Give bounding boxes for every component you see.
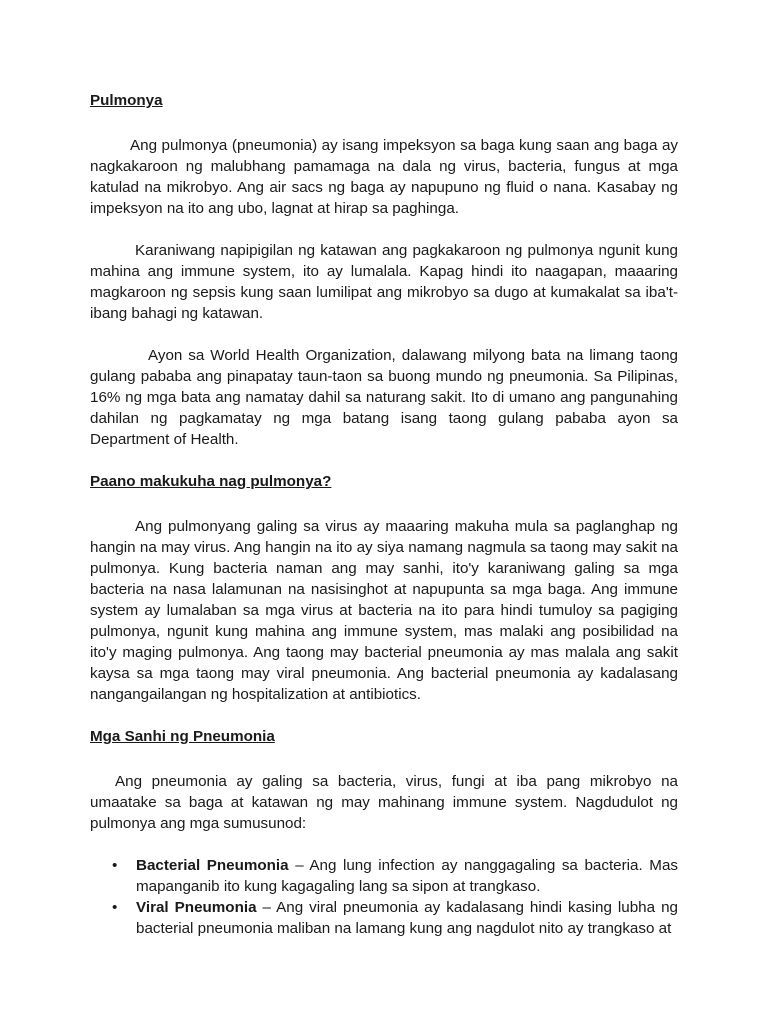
bullet-icon: • <box>112 857 118 874</box>
paragraph-sanhi-intro: Ang pneumonia ay galing sa bacteria, virus, fungi at iba pang mikrobyo na umaatake sa baga at katawan ng may mahinang immune system. Nagdudulot ng pulmonya ang mga sumusunod: <box>90 773 678 832</box>
bullet-icon: • <box>112 899 118 916</box>
cause-description: – Ang viral pneumonia ay kadalasang hindi kasing lubha ng bacterial pneumonia maliban na lamang kung ang nagdulot nito ay trangkaso at <box>136 899 678 937</box>
list-item <box>90 855 678 897</box>
section-heading-pulmonya: Pulmonya <box>90 92 163 109</box>
section-heading-paano: Paano makukuha nag pulmonya? <box>90 473 332 490</box>
list-item <box>90 897 678 939</box>
cause-term: Viral Pneumonia <box>136 899 257 916</box>
paragraph-pulmonya-immune: Karaniwang napipigilan ng katawan ang pagkakaroon ng pulmonya ngunit kung mahina ang immune system, ito ay lumalala. Kapag hindi ito naagapan, maaaring magkaroon ng sepsis kung saan lumilipat ang mikrobyo sa dugo at kumakalat sa iba't-ibang bahagi ng katawan. <box>90 242 678 322</box>
cause-description: – Ang lung infection ay nanggagaling sa bacteria. Mas mapanganib ito kung kagagaling lang sa sipon at trangkaso. <box>136 857 678 895</box>
section-heading-sanhi: Mga Sanhi ng Pneumonia <box>90 728 275 745</box>
cause-term: Bacterial Pneumonia <box>136 857 289 874</box>
paragraph-pulmonya-statistics: Ayon sa World Health Organization, dalawang milyong bata na limang taong gulang pababa ang pinapatay taun-taon sa buong mundo ng pneumonia. Sa Pilipinas, 16% ng mga bata ang namatay dahil sa naturang sakit. Ito di umano ang pangunahing dahilan ng pagkamatay ng mga batang isang taong gulang pababa ayon sa Department of Health. <box>90 347 678 448</box>
paragraph-pulmonya-definition: Ang pulmonya (pneumonia) ay isang impeksyon sa baga kung saan ang baga ay nagkakaroon ng malubhang pamamaga na dala ng virus, bacteria, fungus at mga katulad na mikrobyo. Ang air sacs ng baga ay napupuno ng fluid o nana. Kasabay ng impeksyon na ito ang ubo, lagnat at hirap sa paghinga. <box>90 137 678 217</box>
paragraph-paano-transmission: Ang pulmonyang galing sa virus ay maaaring makuha mula sa paglanghap ng hangin na may virus. Ang hangin na ito ay siya namang nagmula sa taong may sakit na pulmonya. Kung bacteria naman ang may sanhi, ito'y karaniwang galing sa mga bacteria na nasa lalamunan na nasisinghot at napupunta sa mga baga. Ang immune system ay lumalaban sa mga virus at bacteria na ito para hindi tumuloy sa pagiging pulmonya, ngunit kung mahina ang immune system, mas malaki ang posibilidad na ito'y maging pulmonya. Ang taong may bacterial pneumonia ay mas malala ang sakit kaysa sa mga taong may viral pneumonia. Ang bacterial pneumonia ay kadalasang nangangailangan ng hospitalization at antibiotics. <box>90 518 678 703</box>
document-page <box>90 90 678 939</box>
causes-list <box>90 855 678 939</box>
